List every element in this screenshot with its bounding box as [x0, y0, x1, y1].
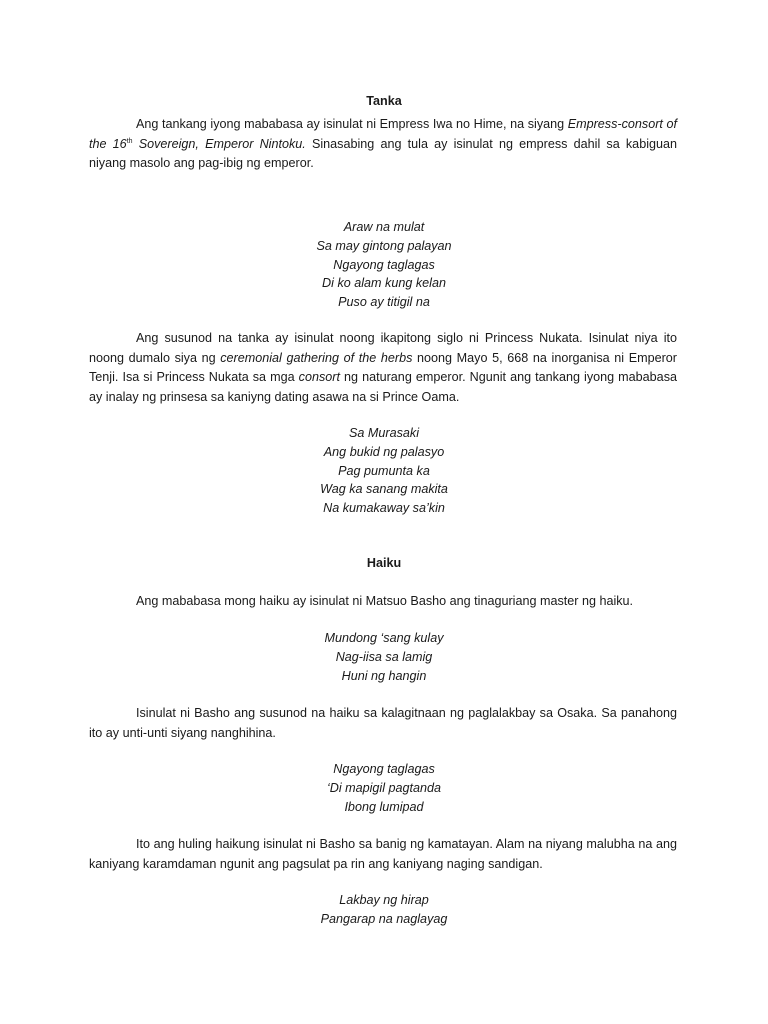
- haiku-heading: Haiku: [366, 556, 402, 570]
- poem-line: Mundong ‘sang kulay: [324, 631, 444, 645]
- tanka-second-paragraph: [89, 329, 677, 407]
- poem-line: Ngayong taglagas: [333, 257, 435, 272]
- tanka-second-emphasis-1: ceremonial gathering of the herbs: [220, 350, 413, 365]
- poem-line: Pangarap na naglayag: [320, 911, 448, 926]
- haiku-poem-3: [0, 891, 768, 929]
- tanka-second-text-1: Ang susunod na tanka ay isinulat noong ikapitong siglo ni Princess Nukata. Isinulat niya ito noong dumalo siya ng: [89, 331, 677, 365]
- poem-line: Araw na mulat: [343, 220, 425, 234]
- tanka-intro-text-1: Ang tankang iyong mababasa ay isinulat ni Empress Iwa no Hime, na siyang: [136, 117, 568, 131]
- poem-line: Di ko alam kung kelan: [322, 276, 446, 291]
- haiku-second-text: Isinulat ni Basho ang susunod na haiku sa kalagitnaan ng paglalakbay sa Osaka. Sa panahong ito ay unti-unti siyang nanghihina.: [89, 706, 677, 740]
- tanka-second-text-2: noong Mayo 5, 668 na inorganisa ni Emperor Tenji. Isa si Princess Nukata sa mga: [89, 350, 677, 384]
- tanka-intro-superscript: th: [126, 137, 133, 145]
- tanka-intro-emphasis-1: Empress-consort of the 16: [89, 117, 677, 151]
- tanka-second-text-3: ng naturang emperor. Ngunit ang tankang iyong mababasa ay inalay ng prinsesa sa kaniyng dating asawa na si Prince Oama.: [89, 370, 677, 404]
- poem-line: Ngayong taglagas: [333, 762, 435, 776]
- haiku-poem-1: [0, 629, 768, 685]
- poem-line: ‘Di mapigil pagtanda: [326, 780, 442, 795]
- tanka-intro-text-2: Sinasabing ang tula ay isinulat ng empress dahil sa kabiguan niyang masolo ang pag-ibig ng emperor.: [89, 136, 678, 170]
- poem-line: Ibong lumipad: [344, 799, 424, 814]
- haiku-intro-paragraph: [89, 592, 677, 612]
- haiku-third-text: Ito ang huling haikung isinulat ni Basho sa banig ng kamatayan. Alam na niyang malubha na ang kaniyang karamdaman ngunit ang pagsulat pa rin ang kaniyang naging sandigan.: [89, 837, 677, 871]
- tanka-intro-emphasis-2: Sovereign, Emperor Nintoku.: [132, 136, 306, 151]
- haiku-poem-2: [0, 760, 768, 816]
- poem-line: Puso ay titigil na: [338, 295, 430, 310]
- tanka-intro-paragraph: [89, 115, 677, 174]
- poem-line: Nag-iisa sa lamig: [335, 649, 433, 664]
- poem-line: Sa may gintong palayan: [316, 238, 452, 253]
- poem-line: Sa Murasaki: [349, 426, 419, 440]
- haiku-intro-text: Ang mababasa mong haiku ay isinulat ni Matsuo Basho ang tinaguriang master ng haiku.: [136, 594, 634, 608]
- poem-line: Pag pumunta ka: [338, 463, 430, 478]
- tanka-second-emphasis-2: consort: [298, 370, 340, 384]
- poem-line: Na kumakaway sa’kin: [323, 501, 445, 516]
- poem-line: Wag ka sanang makita: [320, 482, 448, 497]
- poem-line: Ang bukid ng palasyo: [323, 444, 445, 459]
- haiku-third-paragraph: [89, 835, 677, 874]
- tanka-heading: Tanka: [366, 94, 402, 108]
- poem-line: Lakbay ng hirap: [339, 893, 429, 907]
- tanka-poem-2: [0, 424, 768, 518]
- tanka-poem-1: [0, 218, 768, 312]
- poem-line: Huni ng hangin: [341, 668, 427, 683]
- haiku-second-paragraph: [89, 704, 677, 743]
